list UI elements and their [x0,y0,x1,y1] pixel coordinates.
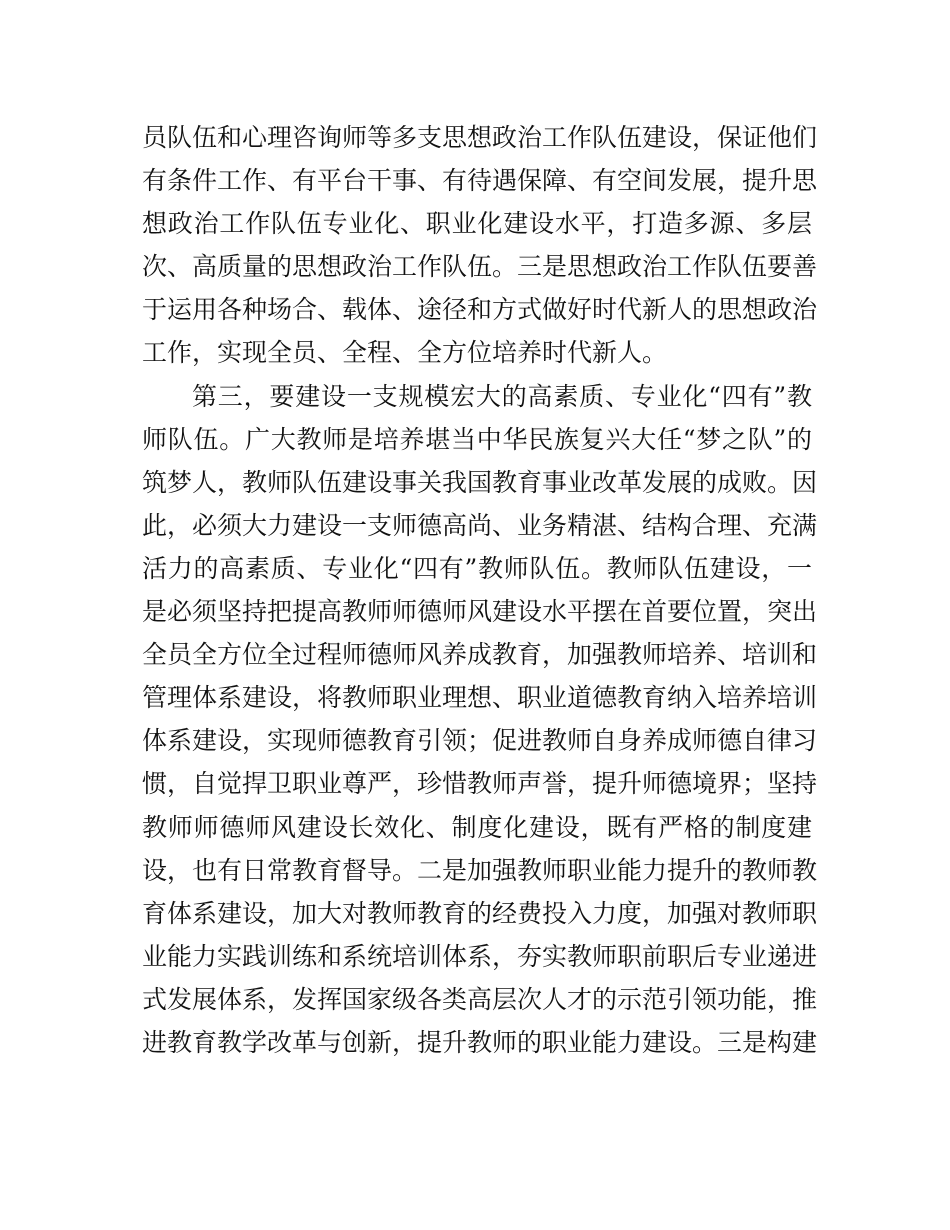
paragraph-third [142,375,818,1065]
text-line: 设，也有日常教育督导。二是加强教师职业能力提升的教师教 [142,855,818,885]
text-line: 体系建设，实现师德教育引领；促进教师自身养成师德自律习 [142,726,818,756]
text-line: 全员全方位全过程师德师风养成教育，加强教师培养、培训和 [142,640,818,670]
text-line: 次、高质量的思想政治工作队伍。三是思想政治工作队伍要善 [142,252,818,282]
text-line: 是必须坚持把提高教师师德师风建设水平摆在首要位置，突出 [142,597,818,627]
paragraph-continuation [142,116,818,375]
text-line: 有条件工作、有平台干事、有待遇保障、有空间发展，提升思 [142,166,818,196]
text-line: 此，必须大力建设一支师德高尚、业务精湛、结构合理、充满 [142,510,818,540]
text-line: 教师师德师风建设长效化、制度化建设，既有严格的制度建 [142,812,812,842]
text-line: 第三，要建设一支规模宏大的高素质、专业化“四有”教 [192,381,812,411]
text-line: 活力的高素质、专业化“四有”教师队伍。教师队伍建设，一 [142,553,812,583]
text-line: 管理体系建设，将教师职业理想、职业道德教育纳入培养培训 [142,683,818,713]
text-line: 筑梦人，教师队伍建设事关我国教育事业改革发展的成败。因 [142,467,818,497]
text-line: 育体系建设，加大对教师教育的经费投入力度，加强对教师职 [142,898,818,928]
text-line: 员队伍和心理咨询师等多支思想政治工作队伍建设，保证他们 [142,123,818,152]
text-line: 想政治工作队伍专业化、职业化建设水平，打造多源、多层 [142,209,812,239]
document-body [142,116,818,1064]
text-line: 式发展体系，发挥国家级各类高层次人才的示范引领功能，推 [142,984,818,1014]
text-line: 工作，实现全员、全程、全方位培养时代新人。 [142,338,668,368]
text-line: 师队伍。广大教师是培养堪当中华民族复兴大任“梦之队”的 [142,424,812,454]
text-line: 惯，自觉捍卫职业尊严，珍惜教师声誉，提升师德境界；坚持 [142,769,818,799]
text-line: 业能力实践训练和系统培训体系，夯实教师职前职后专业递进 [142,941,818,971]
text-line: 于运用各种场合、载体、途径和方式做好时代新人的思想政治 [142,295,818,325]
text-line: 进教育教学改革与创新，提升教师的职业能力建设。三是构建 [142,1027,818,1057]
